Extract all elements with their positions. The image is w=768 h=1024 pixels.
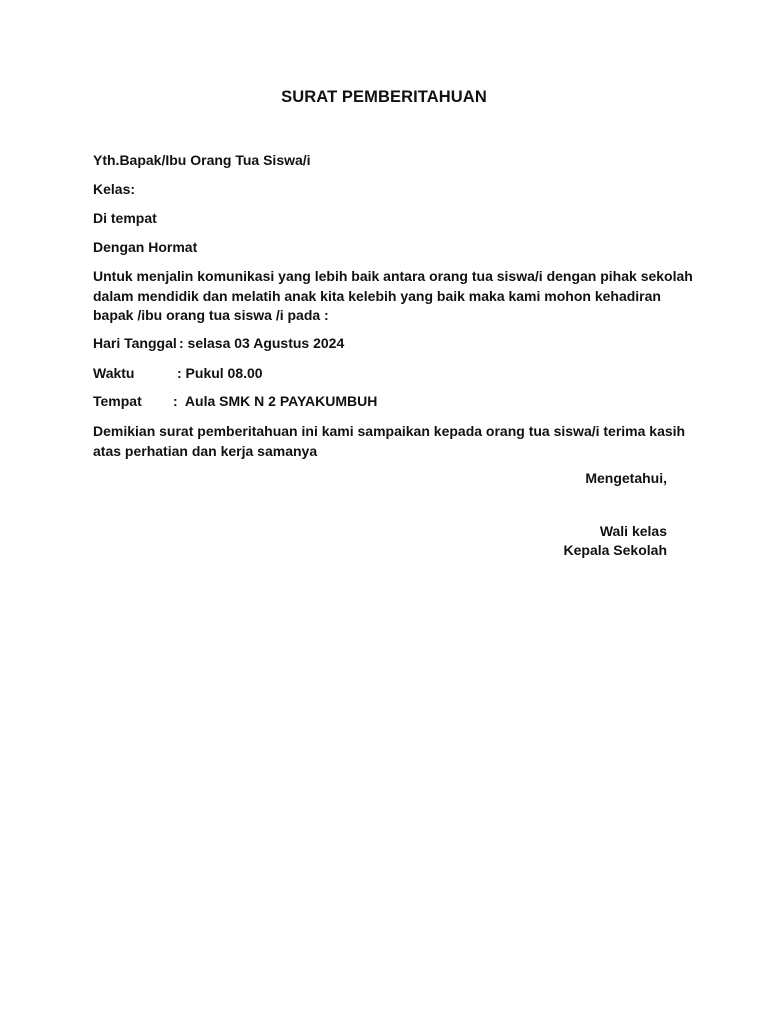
time-label: Waktu <box>93 365 135 381</box>
signatory-kepala-sekolah: Kepala Sekolah <box>563 542 667 558</box>
acknowledged-line: Mengetahui, <box>585 470 667 486</box>
intro-line-2: dalam mendidik dan melatih anak kita kelebih yang baik maka kami mohon kehadiran <box>93 287 661 304</box>
place-value: : Aula SMK N 2 PAYAKUMBUH <box>173 393 378 409</box>
intro-paragraph <box>93 267 693 326</box>
location-line: Di tempat <box>93 210 157 226</box>
time-value: : Pukul 08.00 <box>177 365 263 381</box>
closing-line-1: Demikian surat pemberitahuan ini kami sampaikan kepada orang tua siswa/i terima kasih <box>93 423 686 439</box>
class-line: Kelas: <box>93 181 136 197</box>
closing-paragraph <box>93 422 686 461</box>
place-row <box>93 393 377 409</box>
intro-line-1: Untuk menjalin komunikasi yang lebih baik antara orang tua siswa/i dengan pihak sekolah <box>93 268 693 284</box>
date-row <box>93 335 344 351</box>
recipient-line: Yth.Bapak/Ibu Orang Tua Siswa/i <box>93 152 311 168</box>
greeting-line: Dengan Hormat <box>93 239 198 255</box>
place-label: Tempat <box>93 393 142 409</box>
date-label: Hari Tanggal <box>93 335 177 351</box>
date-value: : selasa 03 Agustus 2024 <box>179 335 345 351</box>
closing-line-2: atas perhatian dan kerja samanya <box>93 442 318 459</box>
intro-line-3: bapak /ibu orang tua siswa /i pada : <box>93 307 329 323</box>
signatory-wali-kelas: Wali kelas <box>599 523 667 539</box>
letter-title: SURAT PEMBERITAHUAN <box>281 88 487 106</box>
time-row <box>93 365 263 381</box>
